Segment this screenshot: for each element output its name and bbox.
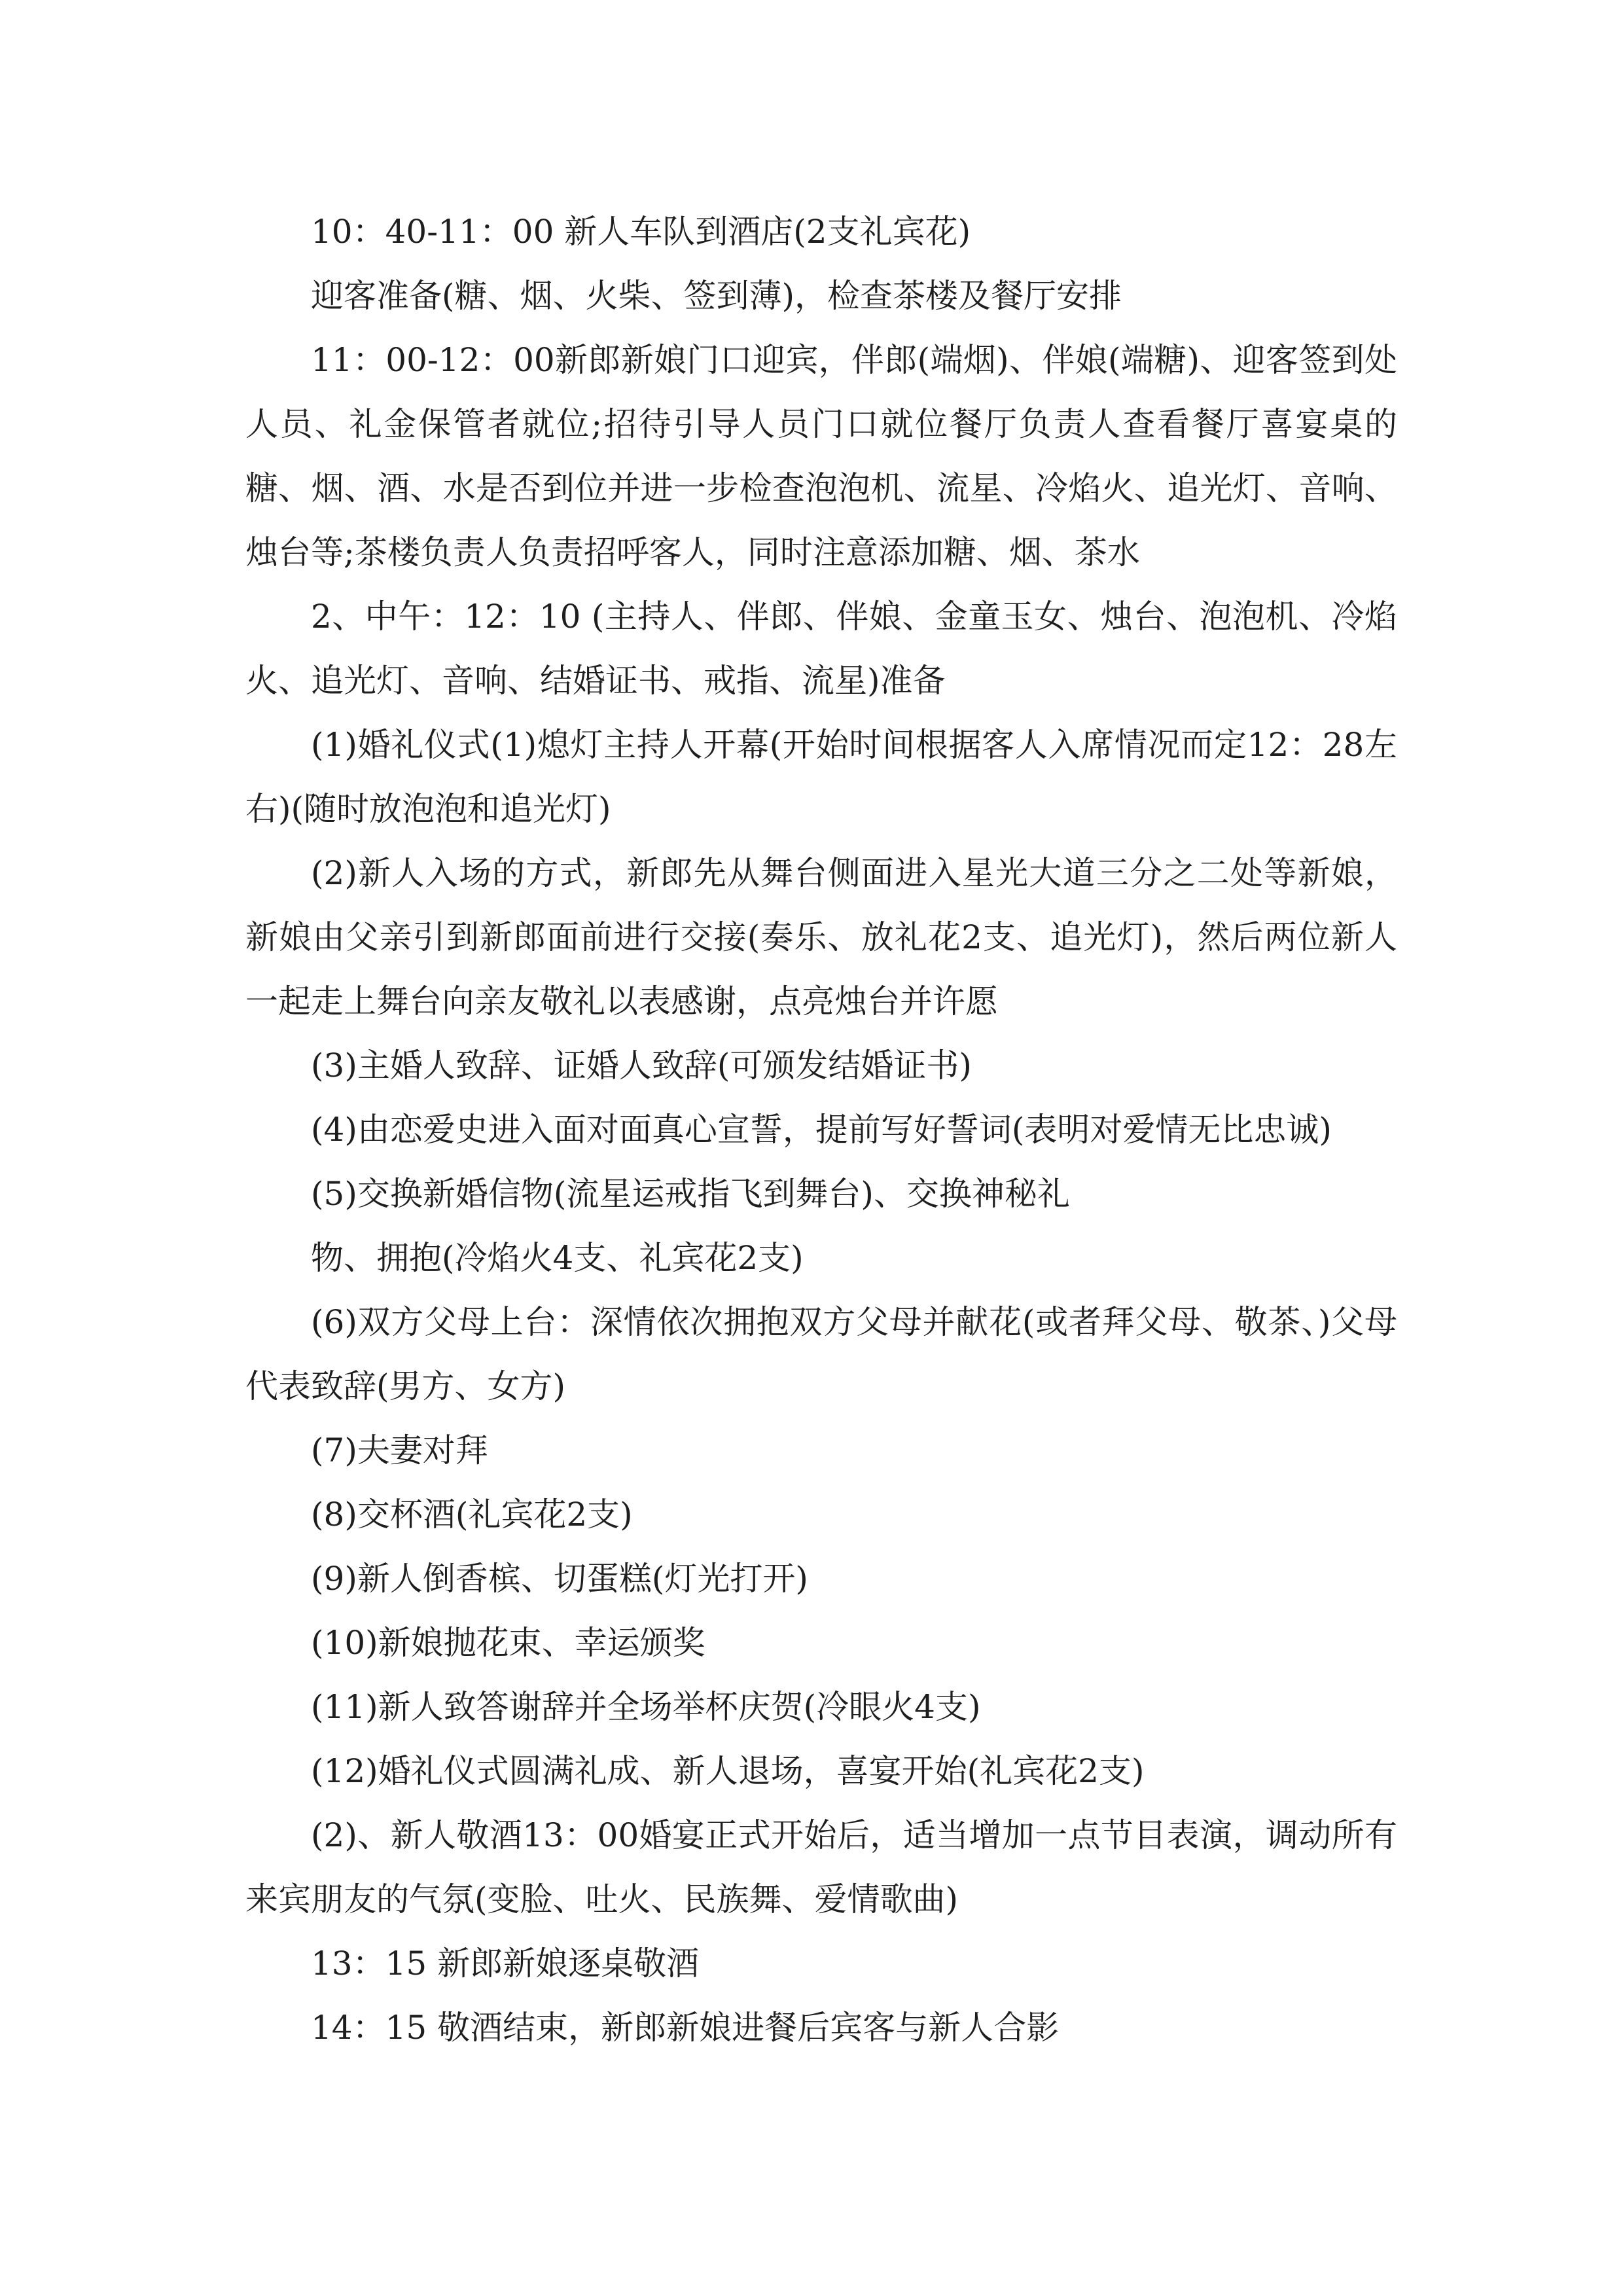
paragraph-vows: (4)由恋爱史进入面对面真心宣誓，提前写好誓词(表明对爱情无比忠诚) bbox=[311, 1111, 1332, 1149]
paragraph-bouquet-toss: (10)新娘抛花束、幸运颁奖 bbox=[311, 1624, 705, 1662]
paragraph-gift-embrace: 物、拥抱(冷焰火4支、礼宾花2支) bbox=[311, 1239, 804, 1277]
paragraph-thanks-toast: (11)新人致答谢辞并全场举杯庆贺(冷眼火4支) bbox=[311, 1688, 981, 1726]
paragraph-bow: (7)夫妻对拜 bbox=[311, 1431, 488, 1469]
paragraph-speeches: (3)主婚人致辞、证婚人致辞(可颁发结婚证书) bbox=[311, 1047, 972, 1085]
paragraph-group-photo: 14：15 敬酒结束，新郎新娘进餐后宾客与新人合影 bbox=[311, 2009, 1060, 2047]
paragraph-couple-entrance: (2)新人入场的方式，新郎先从舞台侧面进入星光大道三分之二处等新娘，新娘由父亲引到新郎面前进行交接(奏乐、放礼花2支、追光灯)，然后两位新人一起走上舞台向亲友敬礼以表感谢，点亮烛台并许愿 bbox=[245, 854, 1397, 1020]
paragraph-parents-stage: (6)双方父母上台：深情依次拥抱双方父母并献花(或者拜父母、敬茶、)父母代表致辞(男方、女方) bbox=[245, 1303, 1397, 1405]
paragraph-noon-preparation: 2、中午：12：10 (主持人、伴郎、伴娘、金童玉女、烛台、泡泡机、冷焰火、追光灯、音响、结婚证书、戒指、流星)准备 bbox=[245, 598, 1397, 700]
paragraph-cross-cup: (8)交杯酒(礼宾花2支) bbox=[311, 1496, 633, 1534]
paragraph-toasting: (2)、新人敬酒13：00婚宴正式开始后，适当增加一点节目表演，调动所有来宾朋友的气氛(变脸、吐火、民族舞、爱情歌曲) bbox=[245, 1816, 1397, 1918]
paragraph-welcome-guests: 11：00-12：00新郎新娘门口迎宾，伴郎(端烟)、伴娘(端糖)、迎客签到处人员、礼金保管者就位;招待引导人员门口就位餐厅负责人查看餐厅喜宴桌的糖、烟、酒、水是否到位并进一步检查泡泡机、流星、冷焰火、追光灯、音响、烛台等;茶楼负责人负责招呼客人，同时注意添加糖、烟、茶水 bbox=[245, 341, 1397, 571]
paragraph-champagne-cake: (9)新人倒香槟、切蛋糕(灯光打开) bbox=[311, 1560, 808, 1598]
paragraph-ring-exchange: (5)交换新婚信物(流星运戒指飞到舞台)、交换神秘礼 bbox=[311, 1175, 1070, 1213]
paragraph-ceremony-opening: (1)婚礼仪式(1)熄灯主持人开幕(开始时间根据客人入席情况而定12：28左右)(随时放泡泡和追光灯) bbox=[245, 726, 1397, 828]
paragraph-guest-preparation: 迎客准备(糖、烟、火柴、签到薄)，检查茶楼及餐厅安排 bbox=[311, 277, 1122, 315]
paragraph-table-toasts: 13：15 新郎新娘逐桌敬酒 bbox=[311, 1945, 700, 1982]
paragraph-ceremony-end: (12)婚礼仪式圆满礼成、新人退场，喜宴开始(礼宾花2支) bbox=[311, 1752, 1145, 1790]
document-body bbox=[245, 200, 1397, 2060]
paragraph-motorcade-arrival: 10：40-11：00 新人车队到酒店(2支礼宾花) bbox=[311, 213, 971, 251]
